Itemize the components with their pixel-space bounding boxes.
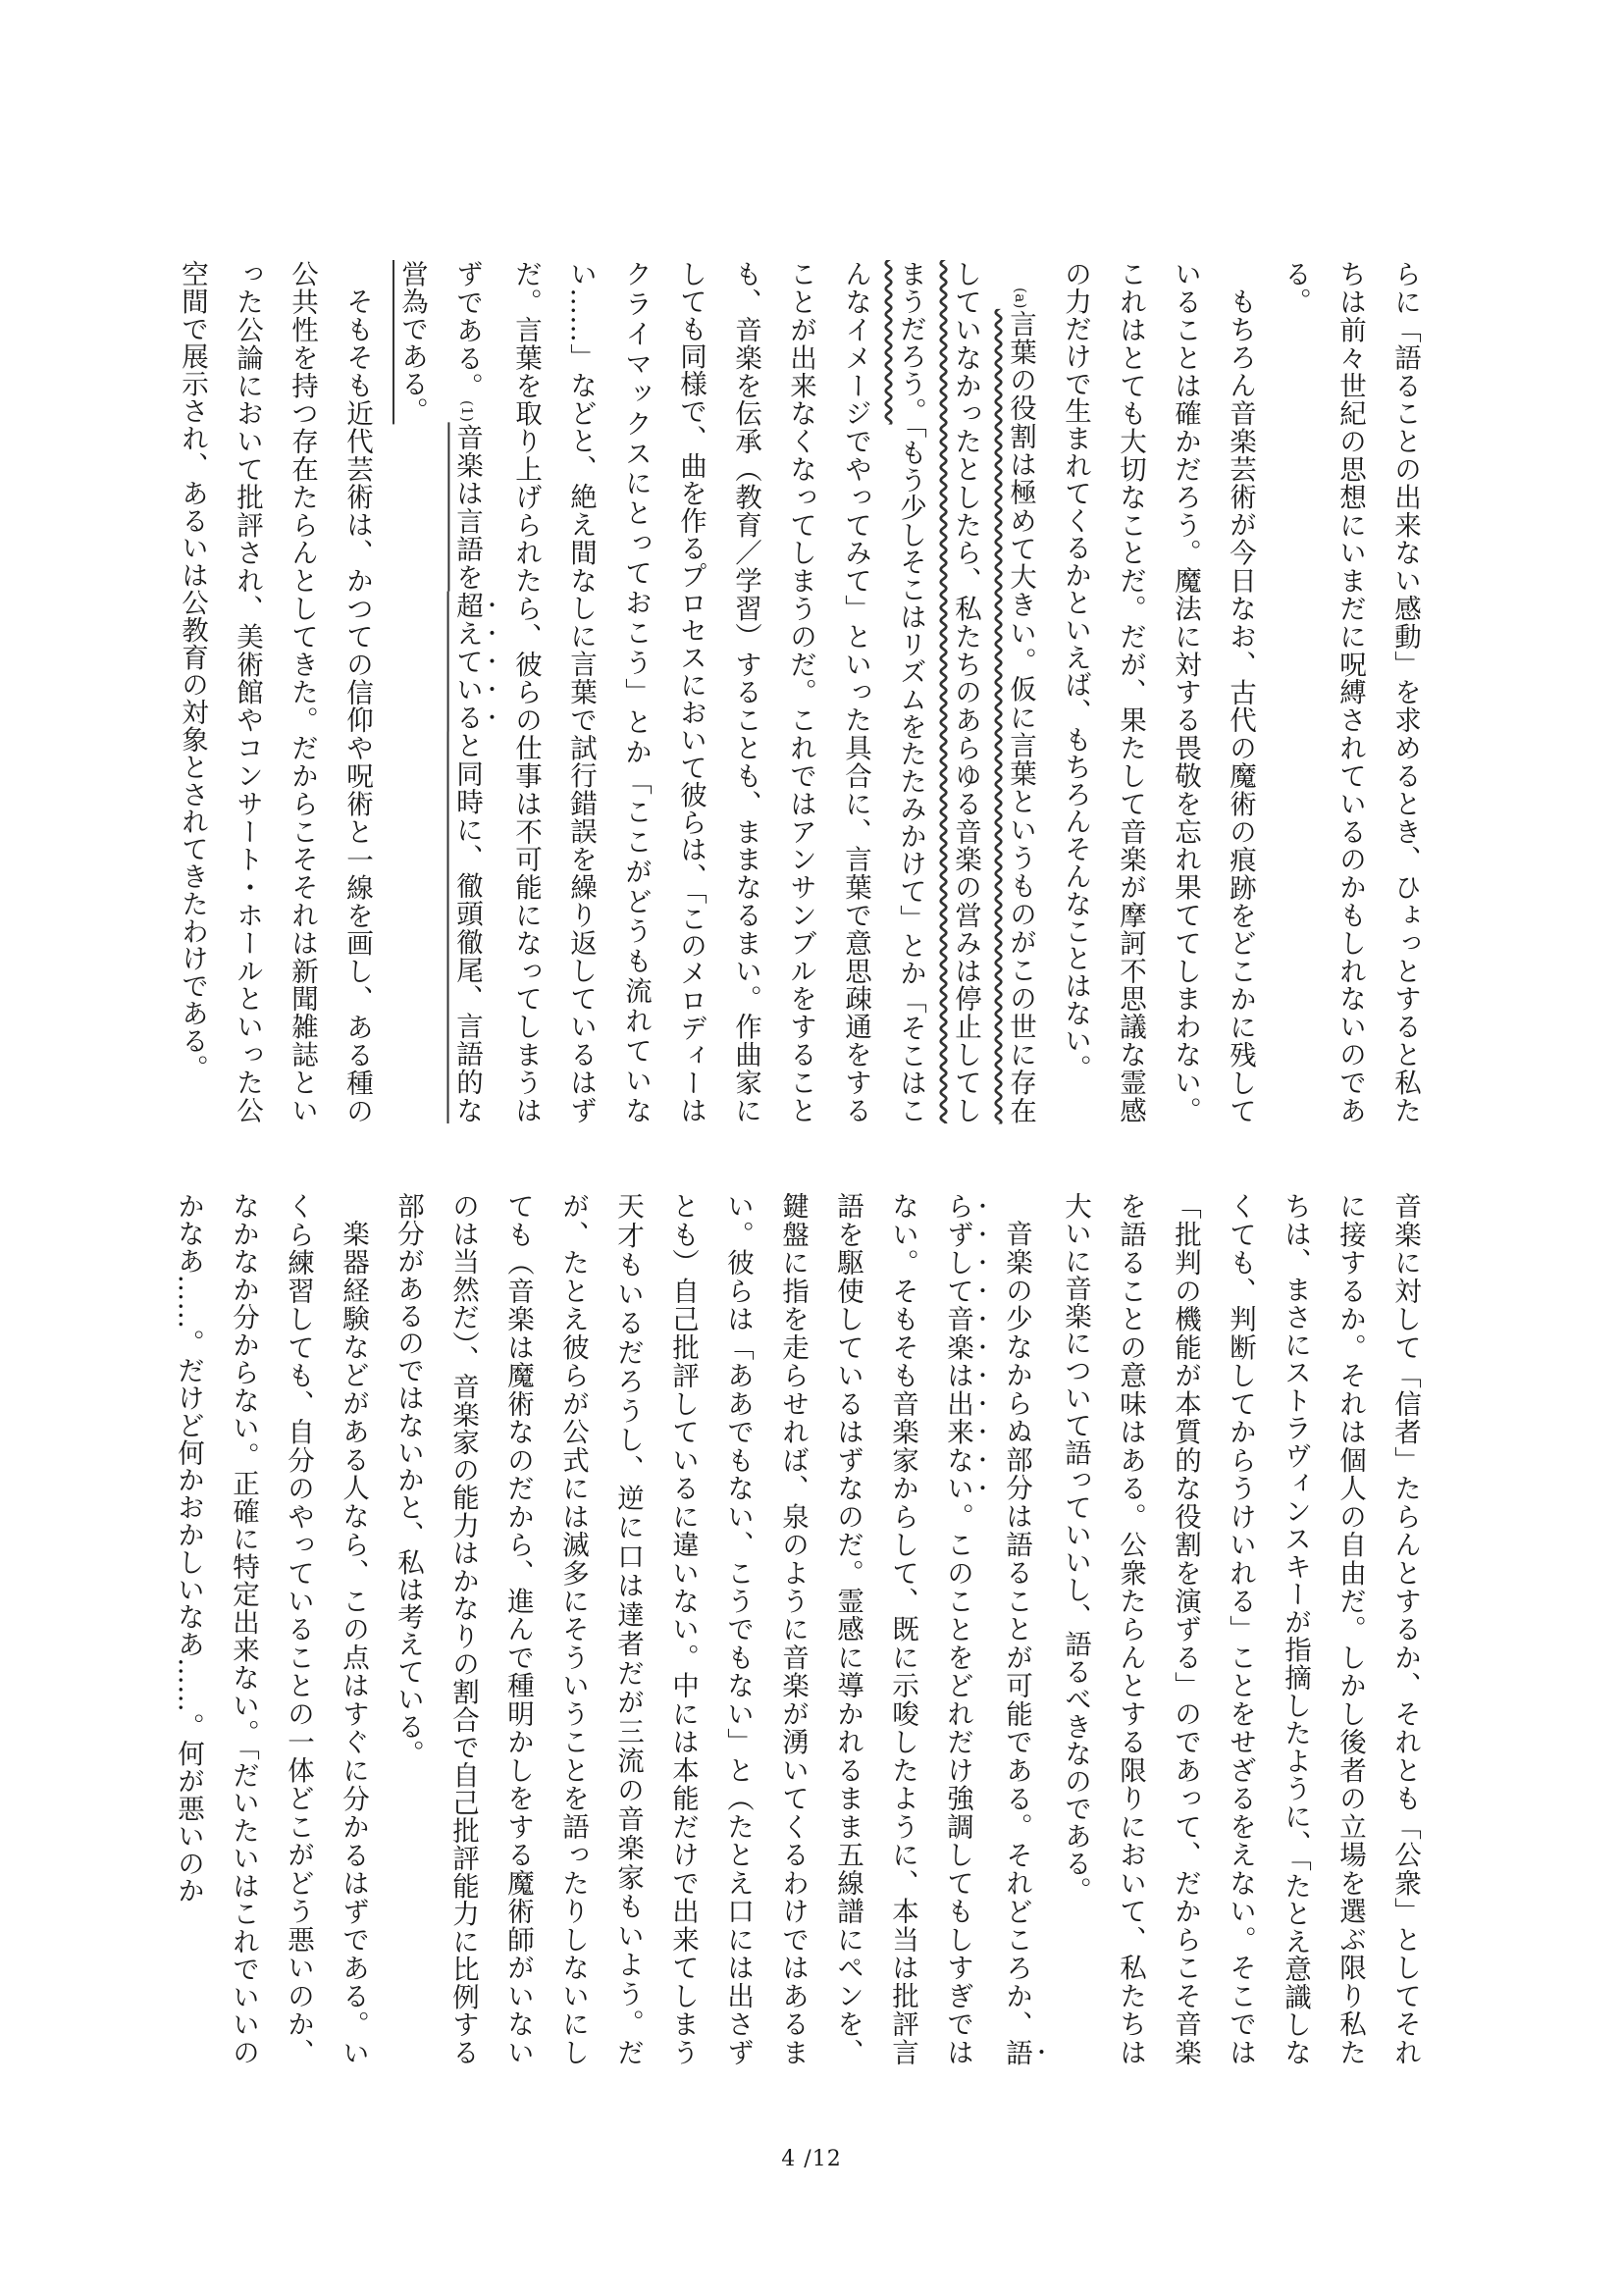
annotation-marker-a: (a)	[1012, 287, 1029, 309]
annotation-marker-1: (1)	[458, 399, 476, 423]
wavy-underlined-passage: 言葉の役割は極めて大きい。仮に言葉というものがこの世に存在していなかったとしたら、私たちのあらゆる音楽の営みは停止してしまうだろう。	[895, 260, 1036, 1123]
underlined-passage: と同時に、徹頭徹尾、言語的な営為である。	[396, 260, 483, 1123]
paragraph: らに「語ることの出来ない感動」を求めるとき、ひょっとすると私たちは前々世紀の思想にいまだに呪縛されているのかもしれないのである。	[1280, 260, 1421, 1123]
text-span: 。このことをどれだけ強調してもしすぎではない。そもそも音楽家からして、既に示唆したように、本当は批評言語を駆使しているはずなのだ。霊感に導かれるまま五線譜にペンを、鍵盤に指を走らせれば、泉のように音楽が湧いてくるわけではあるまい。彼らは「ああでもない、こうでもない」と（たとえ口には出さずとも）自己批評しているに違いない。中には本能だけで出来てしまう天才もいるだろうし、逆に口は達者だが三流の音楽家もいよう。だが、たとえ彼らが公式には滅多にそういうことを語ったりしないにしても（音楽は魔術なのだから、進んで種明かしをする魔術師がいないのは当然だ）、音楽家の能力はかなりの割合で自己批評能力に比例する部分があるのではないかと、私は考えている。	[393, 1192, 973, 2066]
paragraph	[381, 1192, 1048, 2065]
page-number: 4 /12	[781, 2147, 842, 2171]
lower-text-block	[173, 1192, 1433, 2066]
paragraph: もちろん音楽芸術が今日なお、古代の魔術の痕跡をどこかに残していることは確かだろう。魔法に対する畏敬を忘れ果ててしまわない。これはとても大切なことだ。だが、果たして音楽が摩訶不思議な霊感の力だけで生まれてくるかといえば、もちろんそんなことはない。	[1060, 260, 1256, 1123]
emphasis-dotted-phrase: 語らずして音楽は出来ない	[942, 1192, 1032, 2065]
paragraph: 音楽に対して「信者」たらんとするか、それとも「公衆」としてそれに接するか。それは個人の自由だ。しかし後者の立場を選ぶ限り私たちは、まさにストラヴィンスキーが指摘したように、「たとえ意識しなくても、判断してからうけいれる」ことをせざるをえない。そこでは「批判の機能が本質的な役割を演ずる」のであって、だからこそ音楽を語ることの意味はある。公衆たらんとする限りにおいて、私たちは大いに音楽について語っていいし、語るべきなのである。	[1060, 1192, 1421, 2065]
text-span: 音楽の少なからぬ部分は語ることが可能である。それどころか、	[1001, 1219, 1032, 2039]
upper-text-block	[177, 260, 1433, 1123]
underlined-passage: 音楽は言語を	[451, 422, 483, 592]
paragraph	[385, 260, 1048, 1123]
paragraph: そもそも近代芸術は、かつての信仰や呪術と一線を画し、ある種の公共性を持つ存在たらんとしてきた。だからこそそれは新聞雑誌といった公論において批評され、美術館やコンサート・ホールといった公空間で展示され、あるいは公教育の対象とされてきたわけである。	[177, 260, 373, 1123]
emphasis-dotted-phrase: 超えている	[451, 591, 483, 732]
text-span: 「もう少しそこはリズムをたたみかけて」とか「そこはこんなイメージでやってみて」といった具合に、言葉で意思疎通をすることが出来なくなってしまうのだ。これではアンサンブルをすることも、音楽を伝承（教育／学習）することも、ままなるまい。作曲家にしても同様で、曲を作るプロセスにおいて彼らは、「このメロディーはクライマックスにとっておこう」とか「ここがどうも流れていない……」などと、絶え間なしに言葉で試行錯誤を繰り返しているはずだ。言葉を取り上げられたら、彼らの仕事は不可能になってしまうはずである。	[451, 260, 926, 1123]
paragraph: 楽器経験などがある人なら、この点はすぐに分かるはずである。いくら練習しても、自分のやっていることの一体どこがどう悪いのか、なかなか分からない。正確に特定出来ない。「だいたいはこれでいいのかなあ……。だけど何かおかしいなあ……。何が悪いのか	[173, 1192, 369, 2065]
